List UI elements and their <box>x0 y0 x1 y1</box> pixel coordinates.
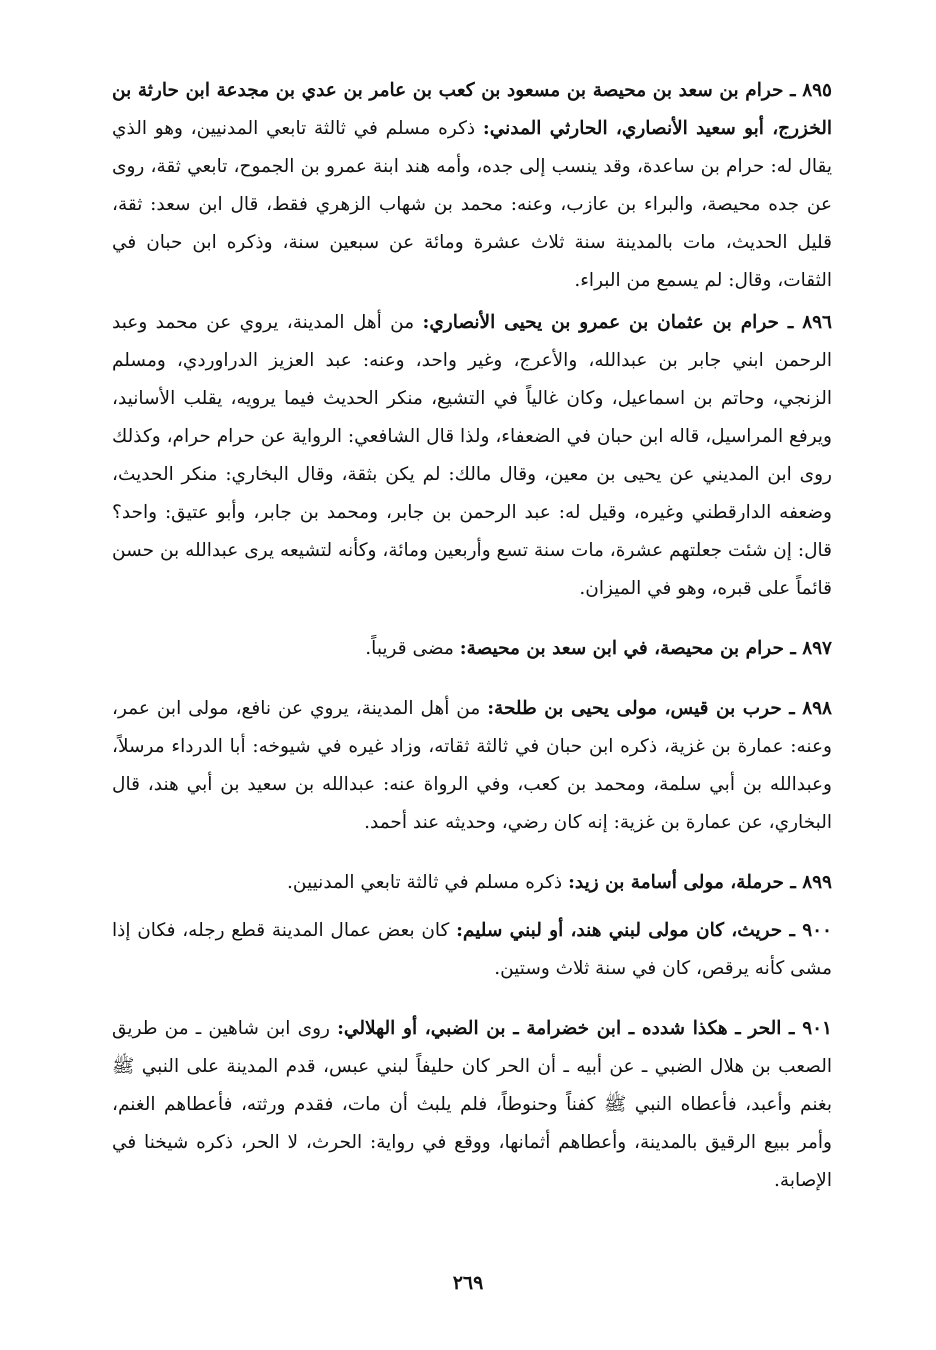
entry-897 <box>112 630 832 668</box>
entry-heading: ٨٩٩ ـ حرملة، مولى أسامة بن زيد: <box>568 872 832 893</box>
entry-901 <box>112 1010 832 1200</box>
entry-heading: ٩٠١ ـ الحر ـ هكذا شدده ـ ابن خضرامة ـ بن الضبي، أو الهلالي: <box>337 1018 832 1039</box>
entry-895 <box>112 72 832 300</box>
entry-900 <box>112 912 832 988</box>
entry-text: كان بعض عمال المدينة قطع رجله، فكان إذا مشى كأنه يرقص، كان في سنة ثلاث وستين. <box>112 920 832 979</box>
page-number: ٢٦٩ <box>452 1272 484 1294</box>
page-body <box>112 72 832 1200</box>
entry-899 <box>112 864 832 902</box>
entry-text: روى ابن شاهين ـ من طريق الصعب بن هلال الضبي ـ عن أبيه ـ أن الحر كان حليفاً لبني عبس، قدم المدينة على النبي ﷺ بغنم وأعبد، فأعطاه النبي ﷺ كفناً وحنوطاً، فلم يلبث أن مات، فقدم ورثته، فأعطاهم الغنم، وأمر ببيع الرقيق بالمدينة، وأعطاهم أثمانها، ووقع في رواية: الحرث، لا الحر، ذكره شيخنا في الإصابة. <box>112 1018 832 1191</box>
entry-heading: ٨٩٥ ـ حرام بن سعد بن محيصة بن مسعود بن كعب بن عامر بن عدي بن مجدعة ابن حارثة بن الخزرج، أبو سعيد الأنصاري، الحارثي المدني: <box>112 80 832 139</box>
entry-text: ذكره مسلم في ثالثة تابعي المدنيين، وهو الذي يقال له: حرام بن ساعدة، وقد ينسب إلى جده، وأمه هند ابنة عمرو بن الجموح، تابعي ثقة، روى عن جده محيصة، والبراء بن عازب، وعنه: محمد بن شهاب الزهري فقط، قال ابن سعد: ثقة، قليل الحديث، مات بالمدينة سنة ثلاث عشرة ومائة عن سبعين سنة، وذكره ابن حبان في الثقات، وقال: لم يسمع من البراء. <box>112 118 832 291</box>
entry-898 <box>112 690 832 842</box>
entry-heading: ٨٩٧ ـ حرام بن محيصة، في ابن سعد بن محيصة: <box>459 638 832 659</box>
entry-text: من أهل المدينة، يروي عن محمد وعبد الرحمن ابني جابر بن عبدالله، والأعرج، وغير واحد، وعنه: عبد العزيز الدراوردي، ومسلم الزنجي، وحاتم بن اسماعيل، وكان غالياً في التشيع، منكر الحديث فيما يرويه، يقلب الأسانيد، ويرفع المراسيل، قاله ابن حبان في الضعفاء، ولذا قال الشافعي: الرواية عن حرام حرام، وكذلك روى ابن المديني عن يحيى بن معين، وقال مالك: لم يكن بثقة، وقال البخاري: منكر الحديث، وضعفه الدارقطني وغيره، وقيل له: عبد الرحمن بن جابر، ومحمد بن جابر، وأبو عتيق: واحد؟ قال: إن شئت جعلتهم عشرة، مات سنة تسع وأربعين ومائة، وكأنه لتشيعه يرى عبدالله بن حسن قائماً على قبره، وهو في الميزان. <box>112 312 832 599</box>
entry-heading: ٨٩٦ ـ حرام بن عثمان بن عمرو بن يحيى الأنصاري: <box>422 312 832 333</box>
entry-text: مضى قريباً. <box>365 638 460 659</box>
entry-text: ذكره مسلم في ثالثة تابعي المدنيين. <box>287 872 569 893</box>
entry-896 <box>112 304 832 608</box>
entry-text: من أهل المدينة، يروي عن نافع، مولى ابن عمر، وعنه: عمارة بن غزية، ذكره ابن حبان في ثالثة ثقاته، وزاد غيره في شيوخه: أبا الدرداء مرسلاً، وعبدالله بن أبي سلمة، ومحمد بن كعب، وفي الرواة عنه: عبدالله بن سعيد بن أبي هند، قال البخاري، عن عمارة بن غزية: إنه كان رضي، وحديثه عند أحمد. <box>112 698 832 833</box>
entry-heading: ٨٩٨ ـ حرب بن قيس، مولى يحيى بن طلحة: <box>487 698 832 719</box>
entry-heading: ٩٠٠ ـ حريث، كان مولى لبني هند، أو لبني سليم: <box>456 920 832 941</box>
